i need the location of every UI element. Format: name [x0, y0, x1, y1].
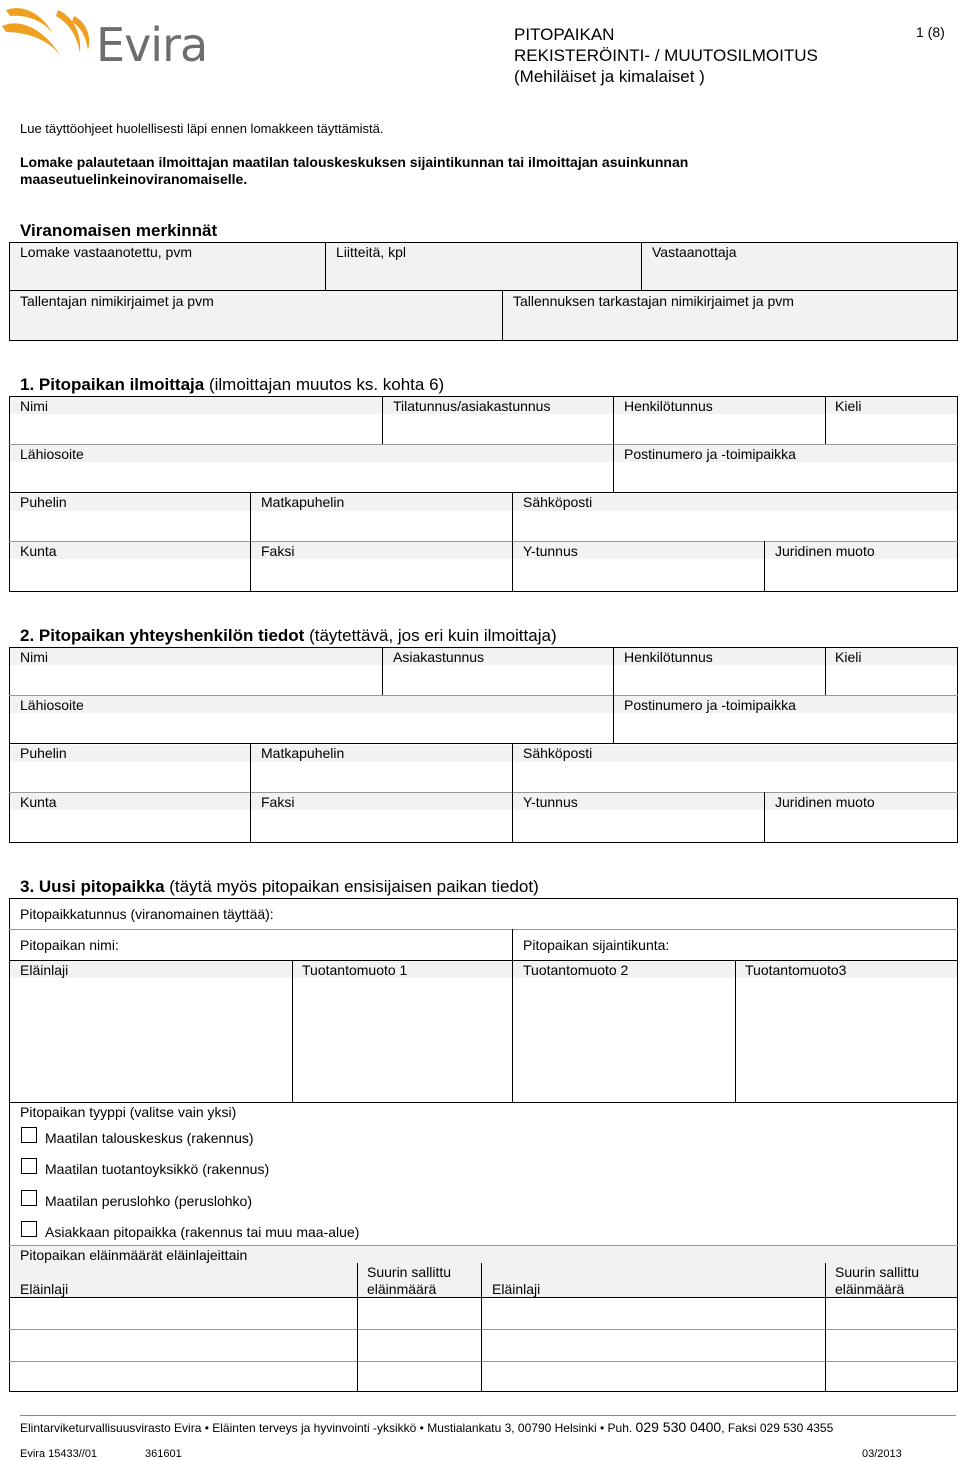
divider — [382, 396, 383, 444]
s2-phone-field[interactable]: Puhelin — [20, 745, 67, 761]
s1-farm-id-field[interactable]: Tilatunnus/asiakastunnus — [393, 398, 551, 414]
s2-municipality-field[interactable]: Kunta — [20, 794, 57, 810]
divider — [250, 492, 251, 592]
title-line3: (Mehiläiset ja kimalaiset ) — [514, 67, 705, 86]
s2-email-field[interactable]: Sähköposti — [523, 745, 593, 761]
divider — [9, 792, 958, 793]
form-title — [514, 24, 818, 87]
count-max1-line1: Suurin sallittu — [367, 1264, 452, 1280]
s1-municipality-field[interactable]: Kunta — [20, 543, 57, 559]
divider — [325, 242, 326, 290]
section1-heading-bold: 1. Pitopaikan ilmoittaja — [20, 375, 205, 394]
checkbox-tuotantoyksikko[interactable] — [21, 1158, 37, 1174]
divider — [9, 492, 958, 493]
form-date: 03/2013 — [862, 1448, 902, 1460]
logo-text: Evira — [96, 18, 208, 72]
count-max1-header — [367, 1264, 451, 1298]
divider — [641, 242, 642, 290]
s2-fax-field[interactable]: Faksi — [261, 794, 295, 810]
place-type-heading: Pitopaikan tyyppi (valitse vain yksi) — [20, 1104, 237, 1120]
count-species2-header: Eläinlaji — [492, 1281, 541, 1297]
option-peruslohko-label: Maatilan peruslohko (peruslohko) — [45, 1193, 252, 1209]
return-text — [20, 154, 920, 188]
attachments-field[interactable]: Liitteitä, kpl — [336, 244, 407, 260]
s1-fax-field[interactable]: Faksi — [261, 543, 295, 559]
label-strip — [10, 745, 957, 762]
species-field[interactable]: Eläinlaji — [20, 962, 69, 978]
divider — [825, 396, 826, 444]
divider — [613, 396, 614, 492]
footer-org-text: Elintarviketurvallisuusvirasto Evira • Eläinten terveys ja hyvinvointi -yksikkö • Mustialankatu 3, 00790 Helsinki • Puh. — [20, 1421, 636, 1435]
checker-field[interactable]: Tallennuksen tarkastajan nimikirjaimet ja pvm — [513, 293, 794, 309]
divider — [9, 444, 958, 445]
count-species1-header: Eläinlaji — [20, 1281, 69, 1297]
count-max2-line2: eläinmäärä — [835, 1281, 905, 1297]
divider — [9, 1361, 958, 1362]
s2-customer-id-field[interactable]: Asiakastunnus — [393, 649, 485, 665]
option-tuotantoyksikko-label: Maatilan tuotantoyksikkö (rakennus) — [45, 1161, 270, 1177]
s1-address-field[interactable]: Lähiosoite — [20, 446, 84, 462]
s2-legal-form-field[interactable]: Juridinen muoto — [775, 794, 875, 810]
section2-heading — [20, 626, 557, 646]
section3-heading-rest: (täytä myös pitopaikan ensisijaisen paikan tiedot) — [164, 877, 539, 896]
s2-postal-field[interactable]: Postinumero ja -toimipaikka — [624, 697, 796, 713]
s1-personal-id-field[interactable]: Henkilötunnus — [624, 398, 713, 414]
place-name-field[interactable]: Pitopaikan nimi: — [20, 937, 119, 953]
footer-fax: , Faksi 029 530 4355 — [721, 1421, 834, 1435]
divider — [9, 1102, 958, 1103]
divider — [382, 647, 383, 695]
count-max2-line1: Suurin sallittu — [835, 1264, 920, 1280]
divider — [825, 647, 826, 695]
production3-field[interactable]: Tuotantomuoto3 — [745, 962, 847, 978]
recorder-field[interactable]: Tallentajan nimikirjaimet ja pvm — [20, 293, 214, 309]
place-municipality-field[interactable]: Pitopaikan sijaintikunta: — [523, 937, 670, 953]
return-line2: maaseutuelinkeinoviranomaiselle. — [20, 171, 248, 187]
label-strip — [10, 445, 957, 462]
checkbox-peruslohko[interactable] — [21, 1190, 37, 1206]
divider — [9, 929, 958, 930]
divider — [292, 960, 293, 1102]
section1-heading-rest: (ilmoittajan muutos ks. kohta 6) — [204, 375, 445, 394]
section2-heading-rest: (täytettävä, jos eri kuin ilmoittaja) — [304, 626, 557, 645]
section2-heading-bold: 2. Pitopaikan yhteyshenkilön tiedot — [20, 626, 305, 645]
divider — [764, 792, 765, 843]
divider — [9, 695, 958, 696]
s1-business-id-field[interactable]: Y-tunnus — [523, 543, 578, 559]
divider — [512, 960, 513, 1102]
s2-language-field[interactable]: Kieli — [835, 649, 862, 665]
divider — [735, 960, 736, 1102]
divider — [613, 647, 614, 743]
receiver-field[interactable]: Vastaanottaja — [652, 244, 737, 260]
production1-field[interactable]: Tuotantomuoto 1 — [302, 962, 408, 978]
divider — [502, 290, 503, 341]
divider — [512, 743, 513, 843]
section3-heading-bold: 3. Uusi pitopaikka — [20, 877, 165, 896]
s1-legal-form-field[interactable]: Juridinen muoto — [775, 543, 875, 559]
received-date-field[interactable]: Lomake vastaanotettu, pvm — [20, 244, 192, 260]
s1-phone-field[interactable]: Puhelin — [20, 494, 67, 510]
count-max1-line2: eläinmäärä — [367, 1281, 437, 1297]
evira-logo — [0, 2, 220, 72]
s2-personal-id-field[interactable]: Henkilötunnus — [624, 649, 713, 665]
checkbox-talouskeskus[interactable] — [21, 1127, 37, 1143]
section1-heading — [20, 375, 444, 395]
s1-postal-field[interactable]: Postinumero ja -toimipaikka — [624, 446, 796, 462]
s2-name-field[interactable]: Nimi — [20, 649, 48, 665]
production2-field[interactable]: Tuotantomuoto 2 — [523, 962, 629, 978]
checkbox-asiakkaan-pitopaikka[interactable] — [21, 1221, 37, 1237]
count-species2-input[interactable] — [482, 1298, 825, 1329]
instruction-text: Lue täyttöohjeet huolellisesti läpi ennen lomakkeen täyttämistä. — [20, 121, 384, 136]
option-asiakkaan-label: Asiakkaan pitopaikka (rakennus tai muu maa-alue) — [45, 1224, 360, 1240]
s1-language-field[interactable]: Kieli — [835, 398, 862, 414]
count-species1-input[interactable] — [10, 1298, 357, 1329]
page-number: 1 (8) — [916, 24, 945, 40]
section3-heading — [20, 877, 539, 897]
s1-email-field[interactable]: Sähköposti — [523, 494, 593, 510]
option-talouskeskus-label: Maatilan talouskeskus (rakennus) — [45, 1130, 254, 1146]
s1-mobile-field[interactable]: Matkapuhelin — [261, 494, 345, 510]
divider — [9, 1329, 958, 1330]
form-number: 361601 — [145, 1448, 182, 1460]
divider — [9, 541, 958, 542]
title-line1: PITOPAIKAN — [514, 25, 615, 44]
divider — [512, 492, 513, 592]
s2-business-id-field[interactable]: Y-tunnus — [523, 794, 578, 810]
label-strip — [10, 696, 957, 713]
footer-phone: 029 530 0400 — [635, 1419, 722, 1435]
divider — [512, 929, 513, 960]
label-strip — [10, 494, 957, 511]
s2-mobile-field[interactable]: Matkapuhelin — [261, 745, 345, 761]
footer-org-line — [20, 1419, 833, 1437]
counts-heading: Pitopaikan eläinmäärät eläinlajeittain — [20, 1247, 248, 1263]
return-line1: Lomake palautetaan ilmoittajan maatilan talouskeskuksen sijaintikunnan tai ilmoittajan asuinkunnan — [20, 154, 689, 170]
s1-name-field[interactable]: Nimi — [20, 398, 48, 414]
title-line2: REKISTERÖINTI- / MUUTOSILMOITUS — [514, 46, 818, 65]
count-max1-input[interactable] — [358, 1298, 481, 1329]
divider — [9, 290, 958, 291]
authority-heading: Viranomaisen merkinnät — [20, 221, 218, 240]
form-code: Evira 15433//01 — [20, 1448, 98, 1460]
count-max2-input[interactable] — [826, 1298, 957, 1329]
count-max2-header — [835, 1264, 919, 1298]
divider — [764, 541, 765, 592]
divider — [9, 743, 958, 744]
footer-rule — [20, 1415, 956, 1416]
divider — [250, 743, 251, 843]
s2-address-field[interactable]: Lähiosoite — [20, 697, 84, 713]
place-id-field[interactable]: Pitopaikkatunnus (viranomainen täyttää): — [20, 906, 274, 922]
